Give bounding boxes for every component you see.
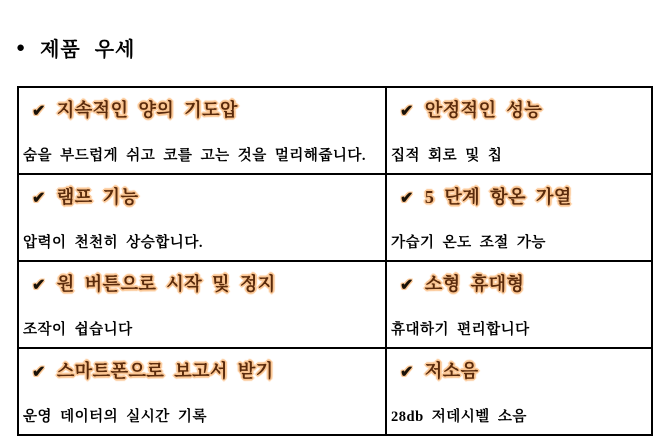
section-title <box>16 33 135 62</box>
bullet-icon: ● <box>16 40 27 56</box>
feature-description: 조작이 쉽습니다 <box>23 322 133 338</box>
feature-heading <box>391 270 647 296</box>
feature-description: 집적 회로 및 칩 <box>391 148 503 164</box>
check-icon: ✔ <box>32 103 46 120</box>
check-icon: ✔ <box>32 190 46 207</box>
table-row <box>18 261 652 348</box>
feature-description: 숨을 부드럽게 쉬고 코를 고는 것을 멀리해줍니다. <box>23 148 367 164</box>
feature-heading-text: 램프 기능 <box>56 187 139 207</box>
table-row <box>18 87 652 174</box>
feature-cell <box>386 261 652 348</box>
feature-heading <box>23 183 381 209</box>
feature-heading-text: 스마트폰으로 보고서 받기 <box>56 361 274 381</box>
feature-heading <box>23 357 381 383</box>
feature-description: 휴대하기 편리합니다 <box>391 322 530 338</box>
feature-heading-text: 지속적인 양의 기도압 <box>56 100 238 120</box>
feature-heading-text: 원 버튼으로 시작 및 정지 <box>56 274 276 294</box>
feature-heading-text: 저소음 <box>424 361 479 381</box>
check-icon: ✔ <box>400 364 414 381</box>
feature-heading <box>391 183 647 209</box>
feature-cell <box>18 261 386 348</box>
feature-heading <box>23 270 381 296</box>
feature-description: 가습기 온도 조절 가능 <box>391 235 546 251</box>
feature-cell <box>386 87 652 174</box>
feature-description: 운영 데이터의 실시간 기록 <box>23 409 207 425</box>
check-icon: ✔ <box>400 277 414 294</box>
feature-cell <box>18 174 386 261</box>
table-row <box>18 348 652 435</box>
check-icon: ✔ <box>32 277 46 294</box>
feature-description: 압력이 천천히 상승합니다. <box>23 235 203 251</box>
feature-cell <box>386 348 652 435</box>
feature-cell <box>18 87 386 174</box>
feature-description: 28db 저데시벨 소음 <box>391 409 527 425</box>
feature-cell <box>386 174 652 261</box>
feature-heading <box>23 96 381 122</box>
feature-heading-text: 안정적인 성능 <box>424 100 543 120</box>
feature-heading <box>391 357 647 383</box>
table-row <box>18 174 652 261</box>
check-icon: ✔ <box>400 190 414 207</box>
section-title-text: 제품 우세 <box>40 39 136 61</box>
feature-cell <box>18 348 386 435</box>
product-advantages-table <box>17 86 653 436</box>
check-icon: ✔ <box>400 103 414 120</box>
feature-heading <box>391 96 647 122</box>
feature-heading-text: 소형 휴대형 <box>424 274 525 294</box>
check-icon: ✔ <box>32 364 46 381</box>
feature-heading-text: 5 단계 항온 가열 <box>424 187 572 207</box>
